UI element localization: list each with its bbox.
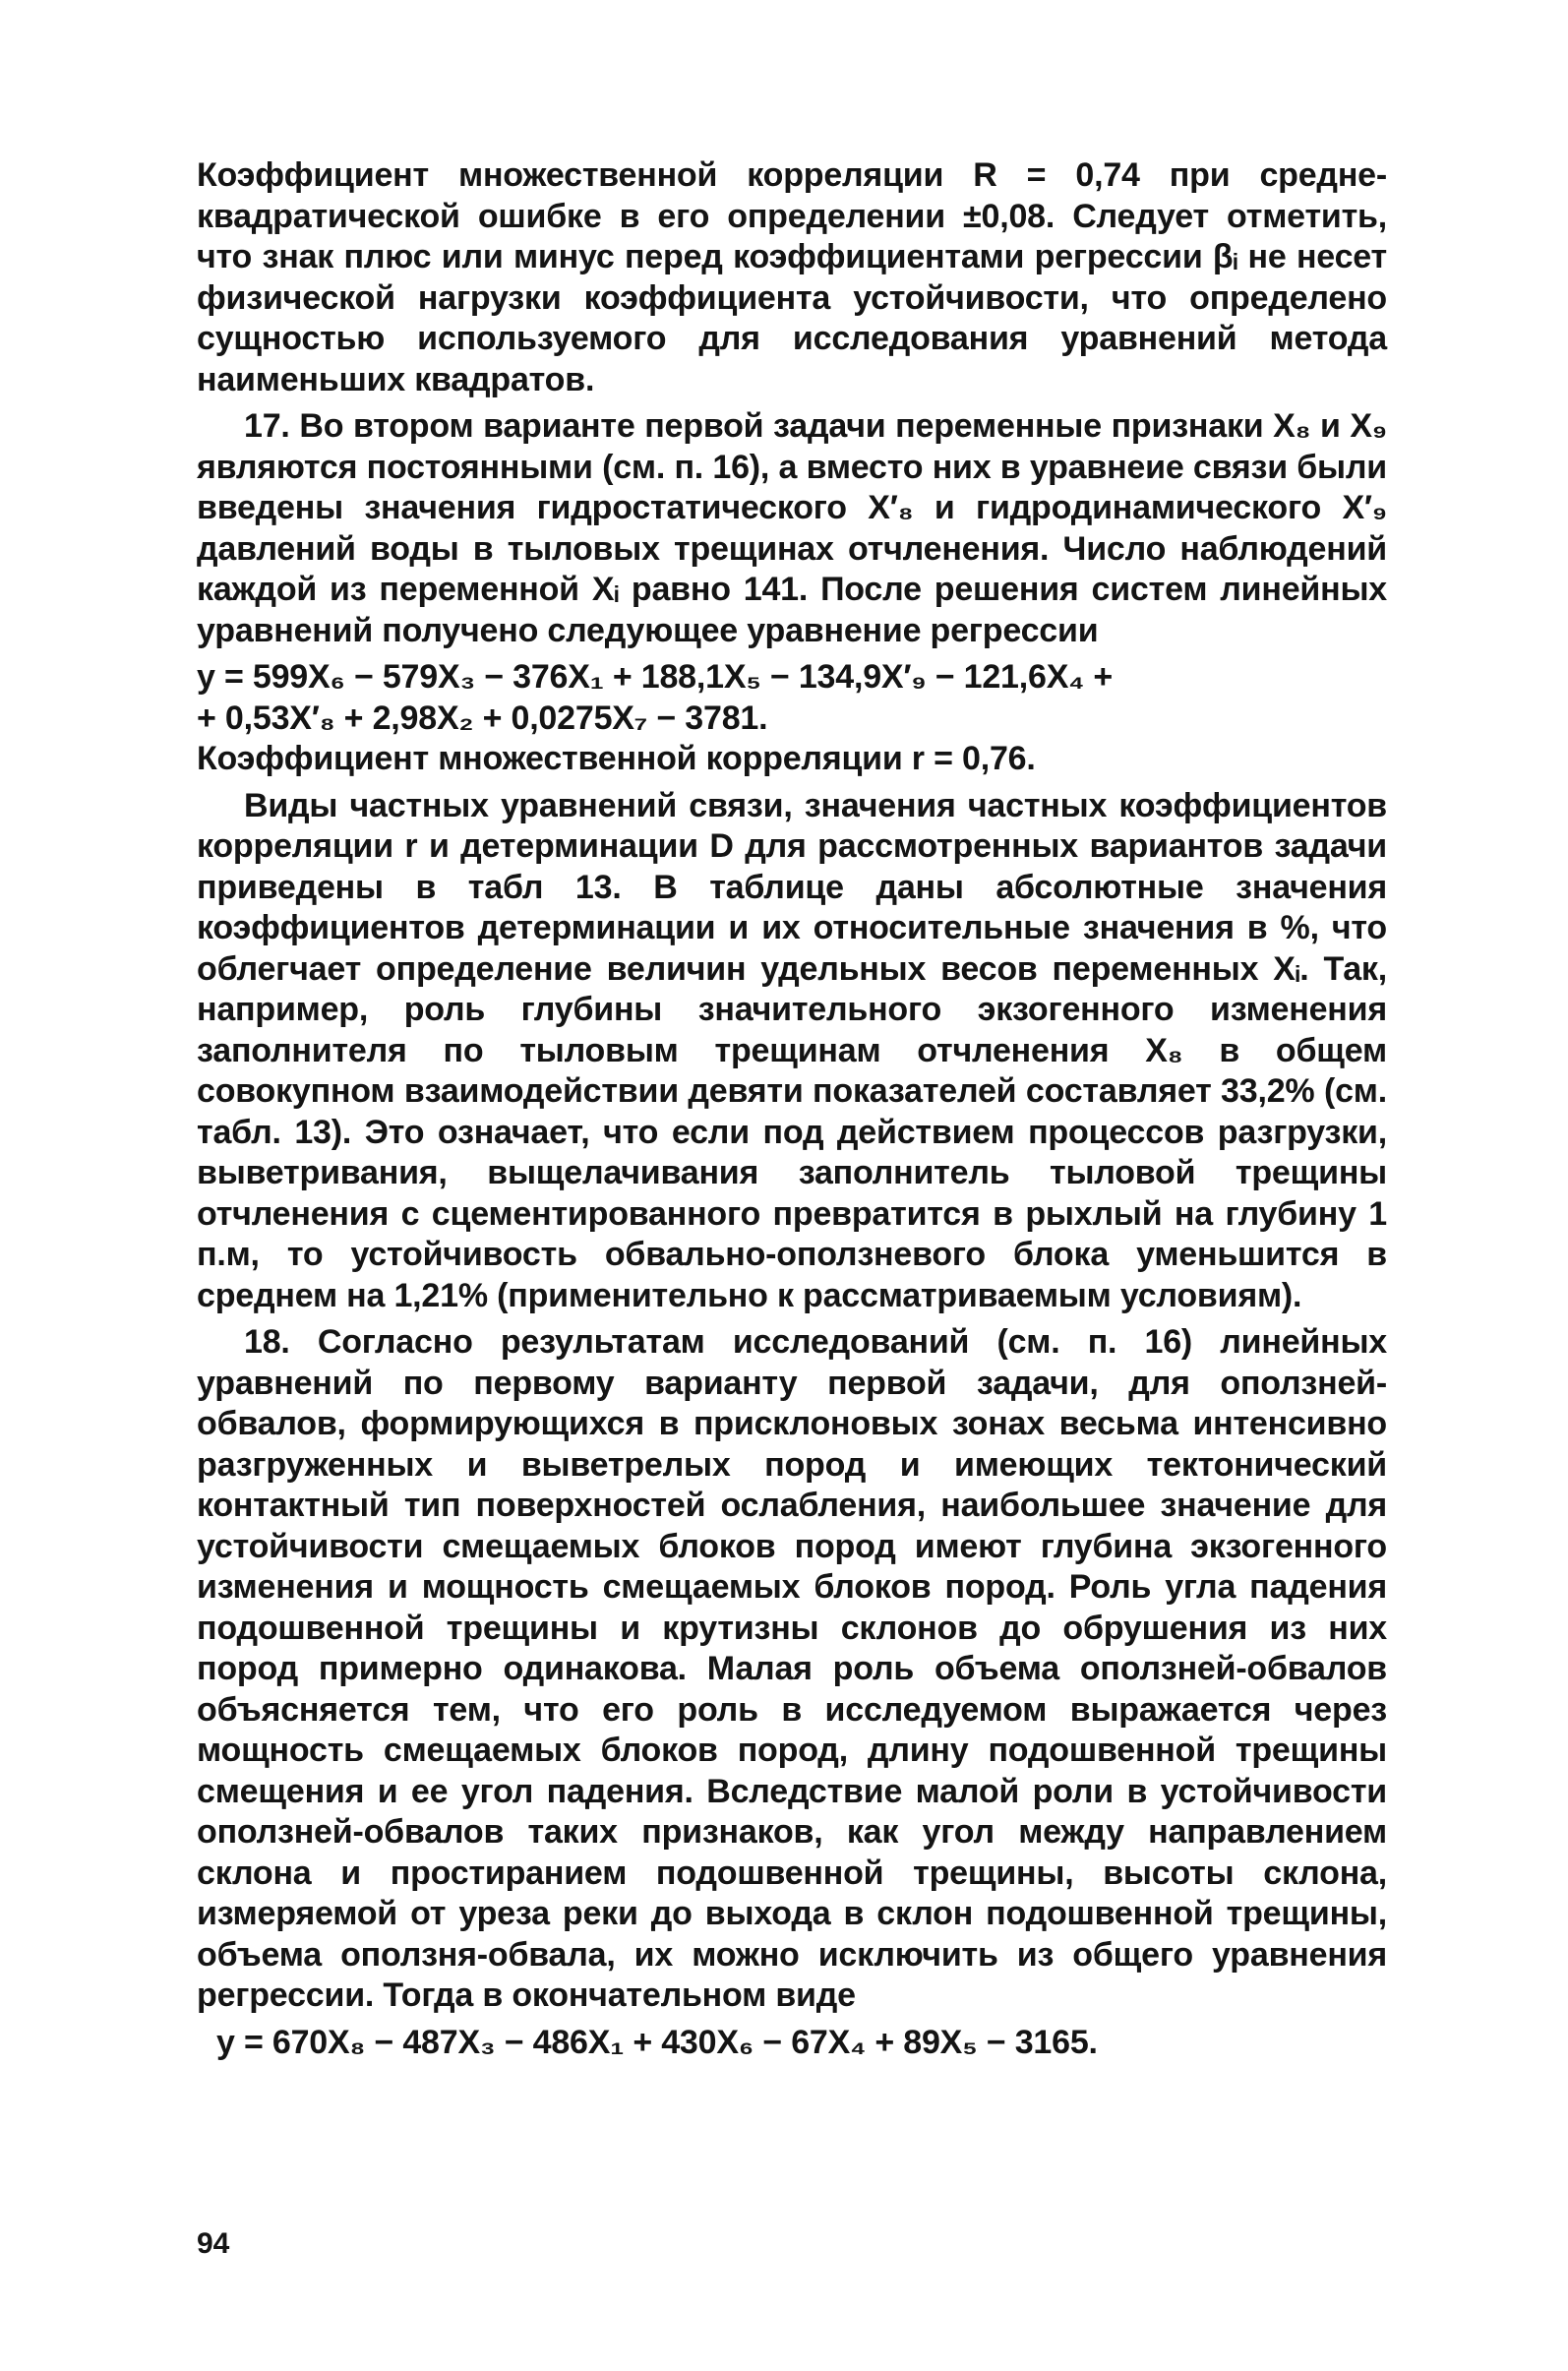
paragraph-correlation: Коэффициент множественной корреляции R = 0,74 при средне-квадратической ошибке в его определении ±0,08. Следует отметить, что знак плюс или минус перед коэффициентами регрессии βᵢ не несет физической нагрузки коэффициента устойчивости, что определено сущностью используемого для исследования уравнений метода наименьших квадратов. bbox=[197, 156, 1387, 398]
page-number: 94 bbox=[197, 2227, 230, 2260]
regression-equation-line-2: + 0,53X′₈ + 2,98X₂ + 0,0275X₇ − 3781. bbox=[197, 699, 768, 737]
paragraph-18: 18. Согласно результатам исследований (см. п. 16) линейных уравнений по первому варианту первой задачи, для оползней-обвалов, формирующихся в присклоновых зонах весьма интенсивно разгруженных и выветрелых пород и имеющих тектонический контактный тип поверхностей ослабления, наибольшее значение для устойчивости смещаемых блоков пород имеют глубина экзогенного изменения и мощность смещаемых блоков пород. Роль угла падения подошвенной трещины и крутизны склонов до обрушения из них пород примерно одинакова. Малая роль объема оползней-обвалов объясняется тем, что его роль в исследуемом выражается через мощность смещаемых блоков пород, длину подошвенной трещины смещения и ее угол падения. Вследствие малой роли в устойчивости оползней-обвалов таких признаков, как угол между направлением склона и простиранием подошвенной трещины, высоты склона, измеряемой от уреза реки до выхода в склон подошвенной трещины, объема оползня-обвала, их можно исключить из общего уравнения регрессии. Тогда в окончательном виде bbox=[197, 1323, 1387, 2014]
regression-equation-line-1: y = 599X₆ − 579X₃ − 376X₁ + 188,1X₅ − 134,9X′₉ − 121,6X₄ + bbox=[197, 658, 1114, 696]
paragraph-partial-equations: Виды частных уравнений связи, значения частных коэффициентов корреляции r и детерминации D для рассмотренных вариантов задачи приведены в табл 13. В таблице даны абсолютные значения коэффициентов детерминации и их относительные значения в %, что облегчает определение величин удельных весов переменных Xᵢ. Так, например, роль глубины значительного экзогенного изменения заполнителя по тыловым трещинам отчленения X₈ в общем совокупном взаимодействии девяти показателей составляет 33,2% (см. табл. 13). Это означает, что если под действием процессов разгрузки, выветривания, выщелачивания заполнитель тыловой трещины отчленения с сцементированного превратится в рыхлый на глубину 1 п.м, то устойчивость обвально-оползневого блока уменьшится в среднем на 1,21% (применительно к рассматриваемым условиям). bbox=[197, 786, 1387, 1314]
paragraph-17: 17. Во втором варианте первой задачи переменные признаки X₈ и X₉ являются постоянными (см. п. 16), а вместо них в уравнеие связи были введены значения гидростатического X′₈ и гидродинамического X′₉ давлений воды в тыловых трещинах отчленения. Число наблюдений каждой из переменной Xᵢ равно 141. После решения систем линейных уравнений получено следующее уравнение регрессии bbox=[197, 407, 1387, 649]
document-page bbox=[197, 155, 1387, 2320]
final-regression-equation: y = 670X₈ − 487X₃ − 486X₁ + 430X₆ − 67X₄ + 89X₅ − 3165. bbox=[216, 2023, 1098, 2061]
paragraph-correlation-r: Коэффициент множественной корреляции r = 0,76. bbox=[197, 740, 1036, 777]
body-text bbox=[197, 155, 1387, 2063]
